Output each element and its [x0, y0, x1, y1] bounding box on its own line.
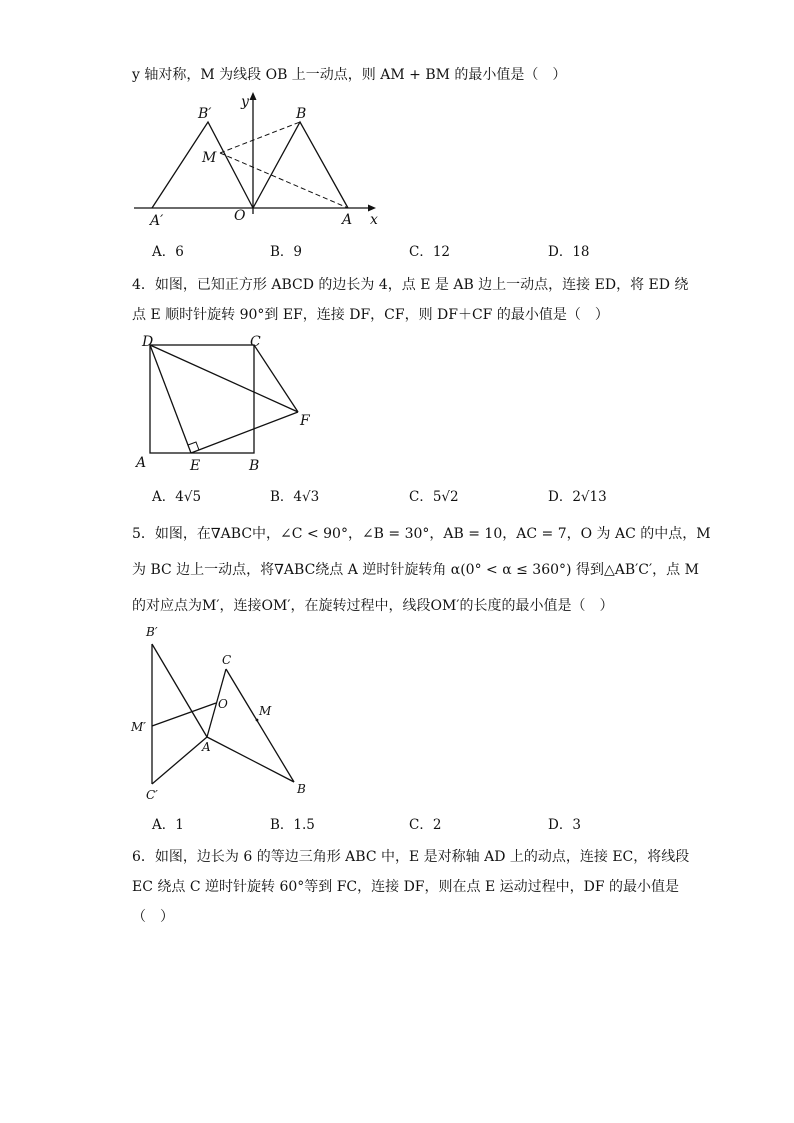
y-axis-arrow [250, 92, 257, 100]
label-b-prime: B′ [198, 106, 212, 122]
q4-option-b: B．4√3 [270, 489, 320, 505]
label-d: D [142, 334, 154, 350]
label-a-prime: A′ [150, 213, 164, 229]
q5-option-a: A．1 [152, 817, 184, 833]
label-b-prime: B′ [146, 625, 158, 639]
segment-m-prime-o [152, 703, 216, 726]
q4-option-c: C．5√2 [409, 489, 459, 505]
q3-figure [128, 88, 388, 233]
q3-text-line-1: y 轴对称，M 为线段 OB 上一动点，则 AM + BM 的最小值是（ ） [132, 67, 567, 83]
x-axis-arrow [368, 205, 376, 212]
label-x: x [370, 212, 378, 228]
label-b: B [297, 782, 306, 796]
q4-text-line-2: 点 E 顺时针旋转 90°到 EF，连接 DF，CF，则 DF＋CF 的最小值是（ ） [132, 307, 609, 323]
q6-text-line-2: EC 绕点 C 逆时针旋转 60°等到 FC，连接 DF，则在点 E 运动过程中，DF 的最小值是 [132, 879, 680, 895]
label-a: A [136, 455, 147, 471]
segment-c-prime-a [152, 737, 207, 784]
q6-text-line-3: （ ） [132, 909, 174, 925]
q5-figure [128, 622, 328, 807]
q5-text-line-2: 为 BC 边上一动点，将∇ABC绕点 A 逆时针旋转角 α(0° < α ≤ 360°) 得到△AB′C′，点 M [132, 562, 699, 578]
label-c: C [222, 653, 232, 667]
label-c-prime: C′ [146, 788, 158, 802]
q3-option-d: D．18 [548, 244, 590, 260]
label-m: M [259, 704, 272, 718]
point-m [256, 719, 259, 722]
dashed-mb [220, 122, 300, 153]
q5-option-b: B．1.5 [270, 817, 315, 833]
q4-text-line-1: 4．如图，已知正方形 ABCD 的边长为 4，点 E 是 AB 边上一动点，连接 ED，将 ED 绕 [132, 277, 689, 293]
label-b: B [296, 106, 307, 122]
q5-option-c: C．2 [409, 817, 442, 833]
q4-figure [128, 332, 328, 477]
segment-ef [191, 412, 298, 453]
label-b: B [249, 458, 260, 474]
q5-text-line-1: 5．如图，在∇ABC中，∠C < 90°，∠B = 30°，AB = 10，AC = 7，O 为 AC 的中点，M [132, 526, 711, 542]
label-y: y [241, 94, 249, 110]
label-m-prime: M′ [131, 720, 147, 734]
q6-text-line-1: 6．如图，边长为 6 的等边三角形 ABC 中，E 是对称轴 AD 上的动点，连接 EC，将线段 [132, 849, 690, 865]
q3-option-c: C．12 [409, 244, 451, 260]
label-e: E [190, 458, 201, 474]
label-m: M [202, 150, 217, 166]
square-abcd [150, 345, 254, 453]
label-c: C [250, 334, 261, 350]
q5-option-d: D．3 [548, 817, 581, 833]
label-o: O [218, 697, 228, 711]
q3-option-b: B．9 [270, 244, 303, 260]
label-f: F [300, 413, 310, 429]
q3-option-a: A．6 [152, 244, 184, 260]
q5-text-line-3: 的对应点为M′，连接OM′，在旋转过程中，线段OM′的长度的最小值是（ ） [132, 598, 614, 614]
label-o: O [234, 208, 246, 224]
q4-option-d: D．2√13 [548, 489, 607, 505]
label-a: A [342, 212, 353, 228]
label-a: A [202, 740, 211, 754]
q4-option-a: A．4√5 [152, 489, 202, 505]
